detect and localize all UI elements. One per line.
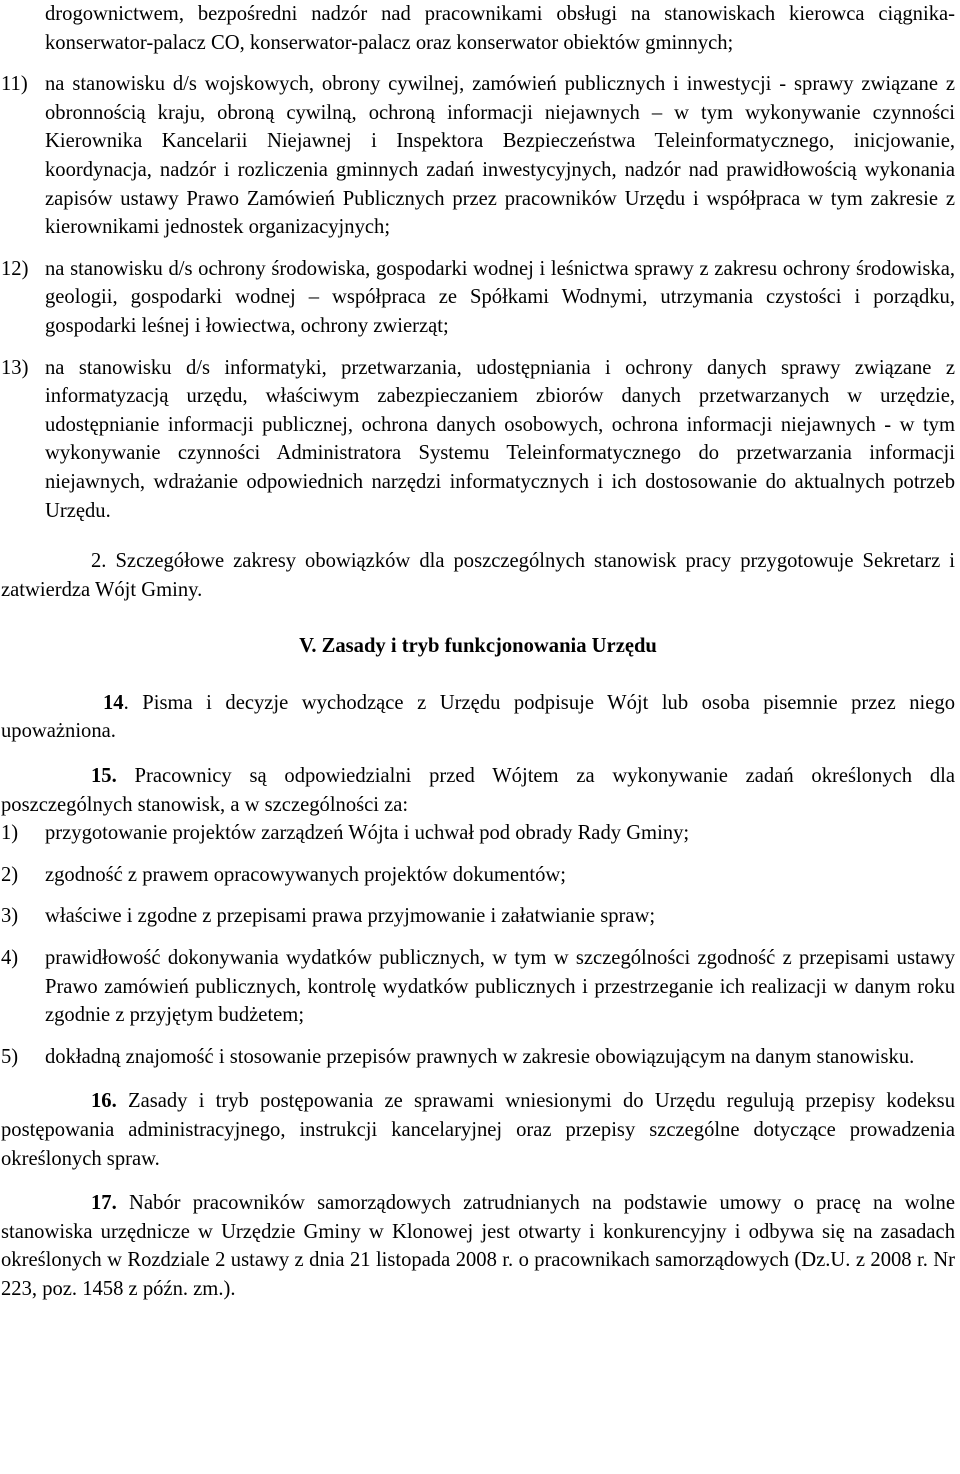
list-item-text: drogownictwem, bezpośredni nadzór nad pracownikami obsługi na stanowiskach kierowca ciągnika-konserwator-palacz CO, konserwator-palacz oraz konserwator obiektów gminnych; bbox=[45, 3, 955, 54]
list-item-text: prawidłowość dokonywania wydatków publicznych, w tym w szczególności zgodność z przepisami ustawy Prawo zamówień publicznych, kontrolę wydatków publicznych i przestrzeganie ich realizacji w danym roku zgodnie z przyjętym budżetem; bbox=[45, 947, 955, 1027]
list-item-text: zgodność z prawem opracowywanych projektów dokumentów; bbox=[45, 863, 566, 886]
section-heading: V. Zasady i tryb funkcjonowania Urzędu bbox=[299, 635, 657, 658]
paragraph-text: Nabór pracowników samorządowych zatrudnianych na podstawie umowy o pracę na wolne stanowiska urzędnicze w Urzędzie Gminy w Klonowej jest otwarty i konkurencyjny i odbywa się na zasadach określonych w Rozdziale 2 ustawy z dnia 21 listopada 2008 r. o pracownikach samorządowych (Dz.U. z 2008 r. Nr 223, poz. 1458 z późn. zm.). bbox=[1, 1192, 955, 1300]
list-item-number: 13) bbox=[1, 356, 29, 379]
paragraph-14 bbox=[1, 689, 955, 746]
list-item-1 bbox=[1, 819, 955, 848]
paragraph-text: Pracownicy są odpowiedzialni przed Wójtem za wykonywanie zadań określonych dla poszczególnych stanowisk, a w szczególności za: bbox=[1, 765, 955, 816]
list-item-number: 5) bbox=[1, 1045, 19, 1068]
list-item-13 bbox=[1, 354, 955, 526]
list-item-number: 3) bbox=[1, 905, 19, 928]
paragraph-17 bbox=[1, 1189, 955, 1303]
paragraph-text: . Pisma i decyzje wychodzące z Urzędu podpisuje Wójt lub osoba pisemnie przez niego upoważniona. bbox=[1, 691, 955, 743]
list-item-number: 2) bbox=[1, 863, 19, 886]
list-item-5 bbox=[1, 1043, 955, 1072]
paragraph-mark: 16. bbox=[91, 1090, 117, 1113]
list-item-text: przygotowanie projektów zarządzeń Wójta i uchwał pod obrady Rady Gminy; bbox=[45, 822, 690, 845]
paragraph-text: Zasady i tryb postępowania ze sprawami wniesionymi do Urzędu regulują przepisy kodeksu postępowania administracyjnego, instrukcji kancelaryjnej oraz przepisy szczególne dotyczące prowadzenia określonych spraw. bbox=[1, 1090, 955, 1170]
list-item-continued bbox=[1, 0, 955, 57]
paragraph-15 bbox=[1, 762, 955, 819]
list-item-12 bbox=[1, 255, 955, 341]
list-item-text: na stanowisku d/s ochrony środowiska, gospodarki wodnej i leśnictwa sprawy z zakresu ochrony środowiska, geologii, gospodarki wodnej – współpraca ze Spółkami Wodnymi, utrzymania czystości i porządku, gospodarki leśnej i łowiectwa, ochrony zwierząt; bbox=[45, 257, 955, 337]
paragraph-mark: 17. bbox=[91, 1192, 117, 1215]
list-item-2 bbox=[1, 861, 955, 890]
paragraph-16 bbox=[1, 1087, 955, 1173]
list-item-number: 1) bbox=[1, 822, 19, 845]
paragraph-point-2: 2. Szczegółowe zakresy obowiązków dla poszczególnych stanowisk pracy przygotowuje Sekretarz i zatwierdza Wójt Gminy. bbox=[1, 550, 955, 601]
paragraph-mark: 14 bbox=[103, 691, 124, 714]
list-item-number: 12) bbox=[1, 257, 29, 280]
list-item-3 bbox=[1, 902, 955, 931]
list-item-text: na stanowisku d/s wojskowych, obrony cywilnej, zamówień publicznych i inwestycji - sprawy związane z obronnością kraju, obroną cywilną, ochroną informacji niejawnych – w tym wykonywanie czynności Kierownika Kancelarii Niejawnej i Inspektora Bezpieczeństwa Teleinformatycznego, inicjowanie, koordynacja, nadzór i rozliczenia gminnych zadań inwestycyjnych, nadzór nad prawidłowością wykonania zapisów ustawy Prawo Zamówień Publicznych przez pracowników Urzędu i współpraca w tym zakresie z kierownikami jednostek organizacyjnych; bbox=[45, 73, 955, 239]
list-item-4 bbox=[1, 944, 955, 1030]
list-item-number: 11) bbox=[1, 73, 28, 96]
list-item-text: właściwe i zgodne z przepisami prawa przyjmowanie i załatwianie spraw; bbox=[45, 905, 656, 928]
list-item-11 bbox=[1, 70, 955, 242]
document-body bbox=[1, 0, 955, 1304]
list-item-text: na stanowisku d/s informatyki, przetwarzania, udostępniania i ochrony danych sprawy związane z informatyzacją urzędu, właściwym zabezpieczaniem zbiorów danych przetwarzanych w urzędzie, udostępnianie informacji publicznej, ochrona danych osobowych, ochrona informacji niejawnych - w tym wykonywanie czynności Administratora Systemu Teleinformatycznego do przetwarzania informacji niejawnych, wdrażanie odpowiednich narzędzi informatycznych i ich dostosowanie do aktualnych potrzeb Urzędu. bbox=[45, 356, 955, 522]
list-item-number: 4) bbox=[1, 947, 19, 970]
list-item-text: dokładną znajomość i stosowanie przepisów prawnych w zakresie obowiązującym na danym stanowisku. bbox=[45, 1045, 915, 1068]
paragraph-mark: 15. bbox=[91, 765, 117, 788]
